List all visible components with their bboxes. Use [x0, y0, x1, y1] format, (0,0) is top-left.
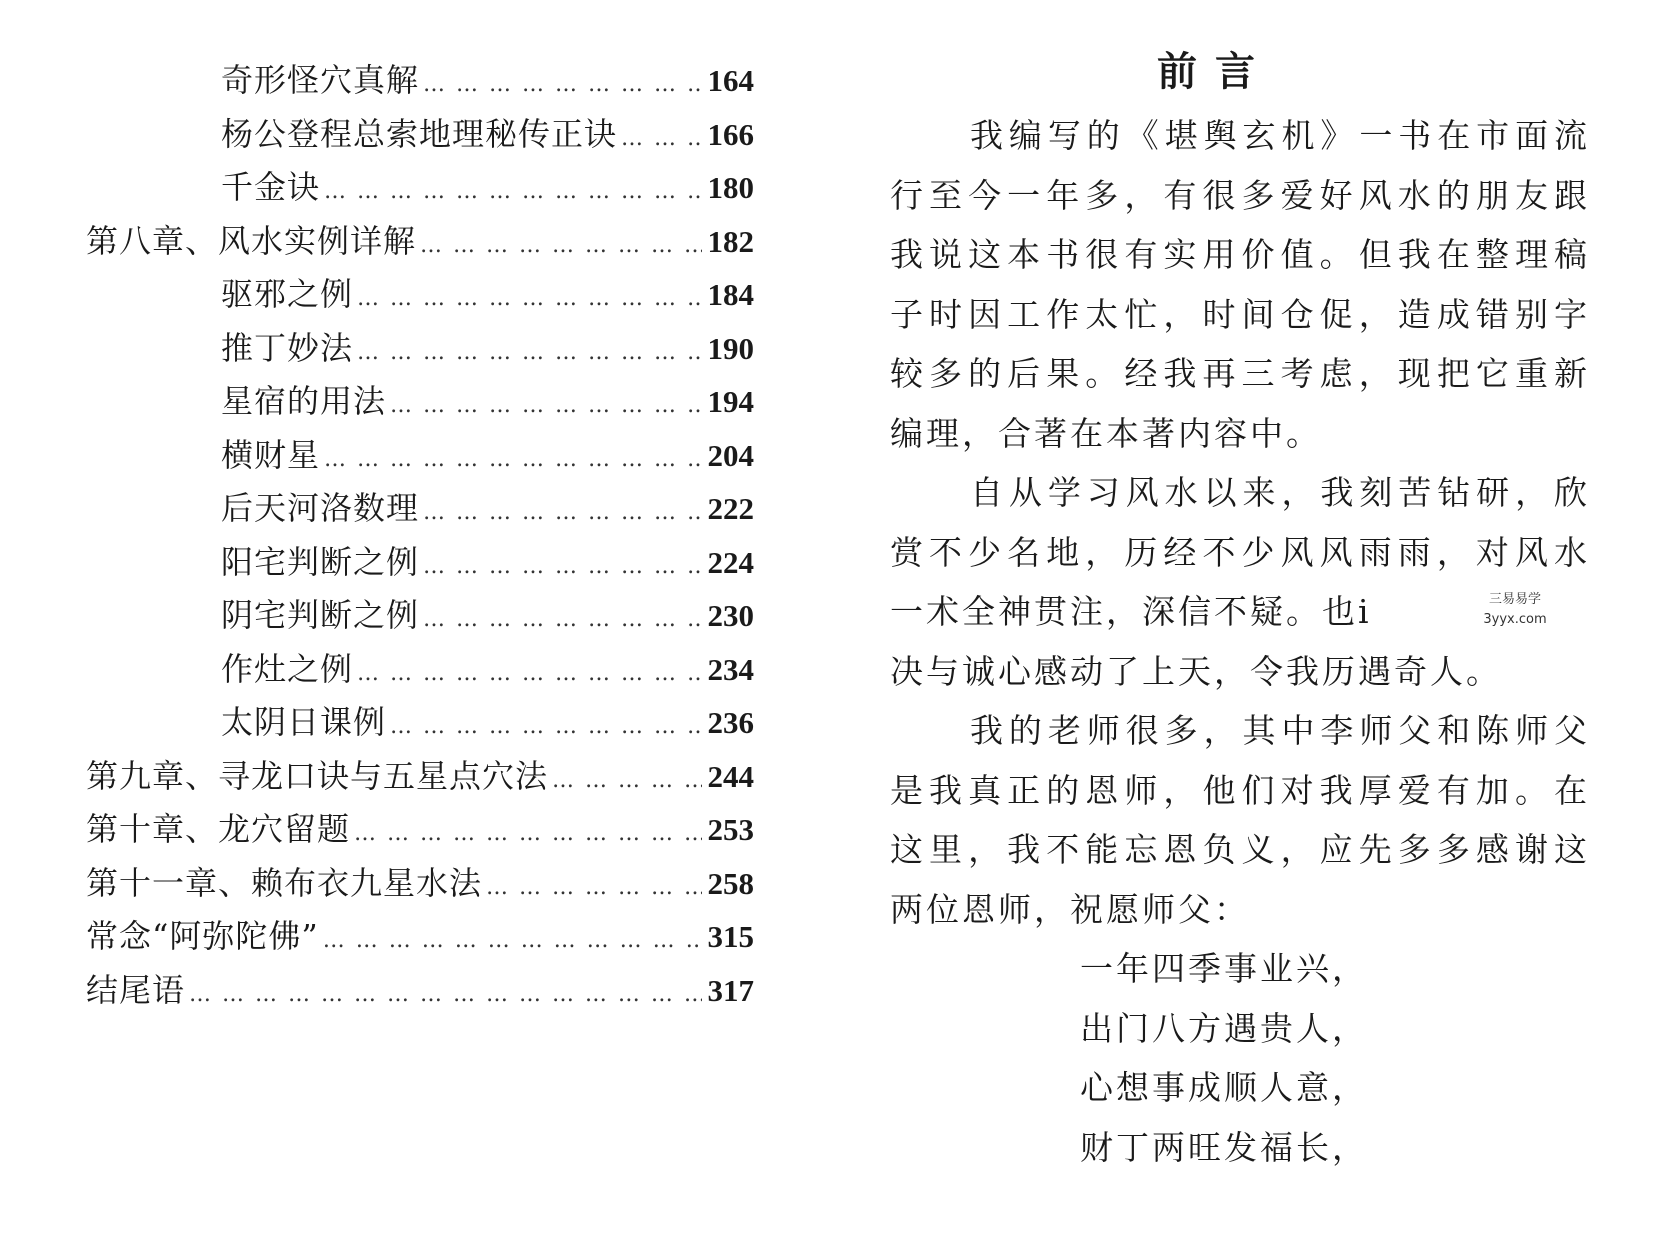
toc-entry — [86, 429, 754, 483]
preface-line: 自从学习风水以来，我刻苦钻研，欣 — [970, 473, 1590, 512]
toc-entry — [86, 161, 754, 215]
toc-entry — [86, 696, 754, 750]
toc-page-number: 180 — [707, 170, 754, 205]
toc-entry — [86, 322, 754, 376]
toc-entry — [86, 964, 754, 1018]
preface-line: 编理，合著在本著内容中。 — [890, 413, 1322, 453]
preface-line: 较多的后果。经我再三考虑，现把它重新 — [890, 354, 1590, 393]
toc-page-number: 182 — [707, 223, 754, 259]
toc-leader-dots — [353, 647, 702, 701]
toc-page-number: 234 — [707, 651, 754, 687]
toc-leader-dots — [548, 754, 702, 808]
toc-leader-dots — [419, 486, 702, 540]
preface-line: 是我真正的恩师，他们对我厚爱有加。在 — [890, 770, 1590, 810]
toc-entry — [86, 54, 754, 108]
toc-entry-title: 常念“阿弥陀佛” — [86, 917, 319, 955]
poem-line: 财丁两旺发福长， — [1080, 1127, 1368, 1167]
toc-page-number: 315 — [707, 919, 754, 954]
toc-entry — [86, 857, 754, 911]
preface-line: 我的老师很多，其中李师父和陈师父 — [970, 711, 1590, 750]
preface-line: 赏不少名地，历经不少风风雨雨，对风水 — [890, 532, 1590, 572]
toc-page-number: 190 — [707, 330, 754, 366]
toc-leader-dots — [185, 968, 702, 1022]
toc-list — [86, 54, 754, 1017]
toc-leader-dots — [353, 272, 702, 326]
toc-entry-title: 横财星 — [221, 435, 321, 474]
preface-body — [890, 106, 1590, 1177]
toc-page-number: 244 — [707, 758, 754, 794]
preface-line: 我编写的《堪舆玄机》一书在市面流 — [970, 116, 1590, 155]
toc-leader-dots — [320, 165, 702, 219]
toc-entry-title: 第九章、寻龙口诀与五星点穴法 — [86, 756, 549, 795]
toc-page-number: 230 — [707, 598, 754, 633]
toc-entry-title: 作灶之例 — [221, 649, 354, 688]
watermark-cn: 三易易学 — [1488, 592, 1541, 607]
toc-entry-title: 奇形怪穴真解 — [221, 61, 420, 99]
preface-line: 一术全神贯注，深信不疑。也i — [890, 592, 1372, 631]
toc-page-number: 184 — [707, 277, 754, 312]
toc-leader-dots — [350, 807, 702, 861]
preface-line: 行至今一年多，有很多爱好风水的朋友跟 — [890, 175, 1590, 215]
toc-entry — [86, 375, 754, 429]
toc-entry — [86, 750, 754, 804]
toc-leader-dots — [617, 112, 702, 166]
toc-leader-dots — [319, 914, 702, 968]
toc-leader-dots — [416, 219, 702, 273]
toc-page-number: 204 — [707, 437, 754, 473]
toc-entry — [86, 215, 754, 269]
site-watermark — [1470, 590, 1560, 630]
poem-line: 出门八方遇贵人， — [1080, 1008, 1368, 1048]
preface-line: 这里，我不能忘恩负义，应先多多感谢这 — [890, 830, 1590, 869]
toc-page-number: 224 — [707, 544, 754, 580]
toc-entry — [86, 268, 754, 322]
toc-entry-title: 驱邪之例 — [221, 275, 354, 313]
poem-line: 一年四季事业兴， — [1080, 949, 1368, 988]
toc-entry-title: 推丁妙法 — [221, 328, 354, 367]
toc-page-number: 253 — [707, 812, 754, 847]
toc-leader-dots — [419, 593, 702, 647]
toc-page-number: 317 — [707, 972, 754, 1008]
toc-entry-title: 第十章、龙穴留题 — [86, 810, 351, 848]
toc-entry-title: 杨公登程总索地理秘传正诀 — [221, 114, 618, 153]
preface-line: 子时因工作太忙，时间仓促，造成错别字 — [890, 294, 1590, 334]
toc-page-number: 166 — [707, 116, 754, 152]
toc-leader-dots — [353, 326, 702, 380]
toc-entry-title: 星宿的用法 — [221, 382, 387, 420]
toc-entry-title: 千金诀 — [221, 168, 321, 206]
toc-page-number: 258 — [707, 865, 754, 901]
toc-entry-title: 第八章、风水实例详解 — [86, 221, 417, 260]
toc-entry — [86, 482, 754, 536]
toc-page-number: 222 — [707, 491, 754, 526]
toc-entry-title: 阴宅判断之例 — [221, 596, 420, 634]
preface-line: 两位恩师，祝愿师父： — [890, 889, 1250, 929]
poem-line: 心想事成顺人意， — [1080, 1068, 1368, 1107]
toc-entry — [86, 108, 754, 162]
toc-page — [0, 0, 800, 1234]
toc-entry-title: 阳宅判断之例 — [221, 542, 420, 581]
watermark-url: 3yyx.com — [1483, 612, 1547, 627]
preface-title: 前言 — [1157, 48, 1273, 95]
toc-entry — [86, 643, 754, 697]
toc-leader-dots — [386, 700, 702, 754]
toc-page-number: 236 — [707, 705, 754, 740]
toc-entry — [86, 910, 754, 964]
toc-entry-title: 第十一章、赖布衣九星水法 — [86, 863, 483, 902]
preface-line: 我说这本书很有实用价值。但我在整理稿 — [890, 235, 1590, 274]
toc-leader-dots — [482, 861, 702, 915]
toc-leader-dots — [320, 433, 702, 487]
toc-entry — [86, 536, 754, 590]
toc-page-number: 164 — [707, 63, 754, 98]
toc-entry-title: 后天河洛数理 — [221, 489, 420, 527]
toc-entry-title: 结尾语 — [86, 970, 186, 1009]
toc-entry — [86, 589, 754, 643]
toc-leader-dots — [419, 540, 702, 594]
toc-entry-title: 太阴日课例 — [221, 703, 387, 741]
toc-page-number: 194 — [707, 384, 754, 419]
toc-entry — [86, 803, 754, 857]
toc-leader-dots — [419, 58, 702, 112]
toc-leader-dots — [386, 379, 702, 433]
preface-line: 决与诚心感动了上天，令我历遇奇人。 — [890, 651, 1502, 691]
